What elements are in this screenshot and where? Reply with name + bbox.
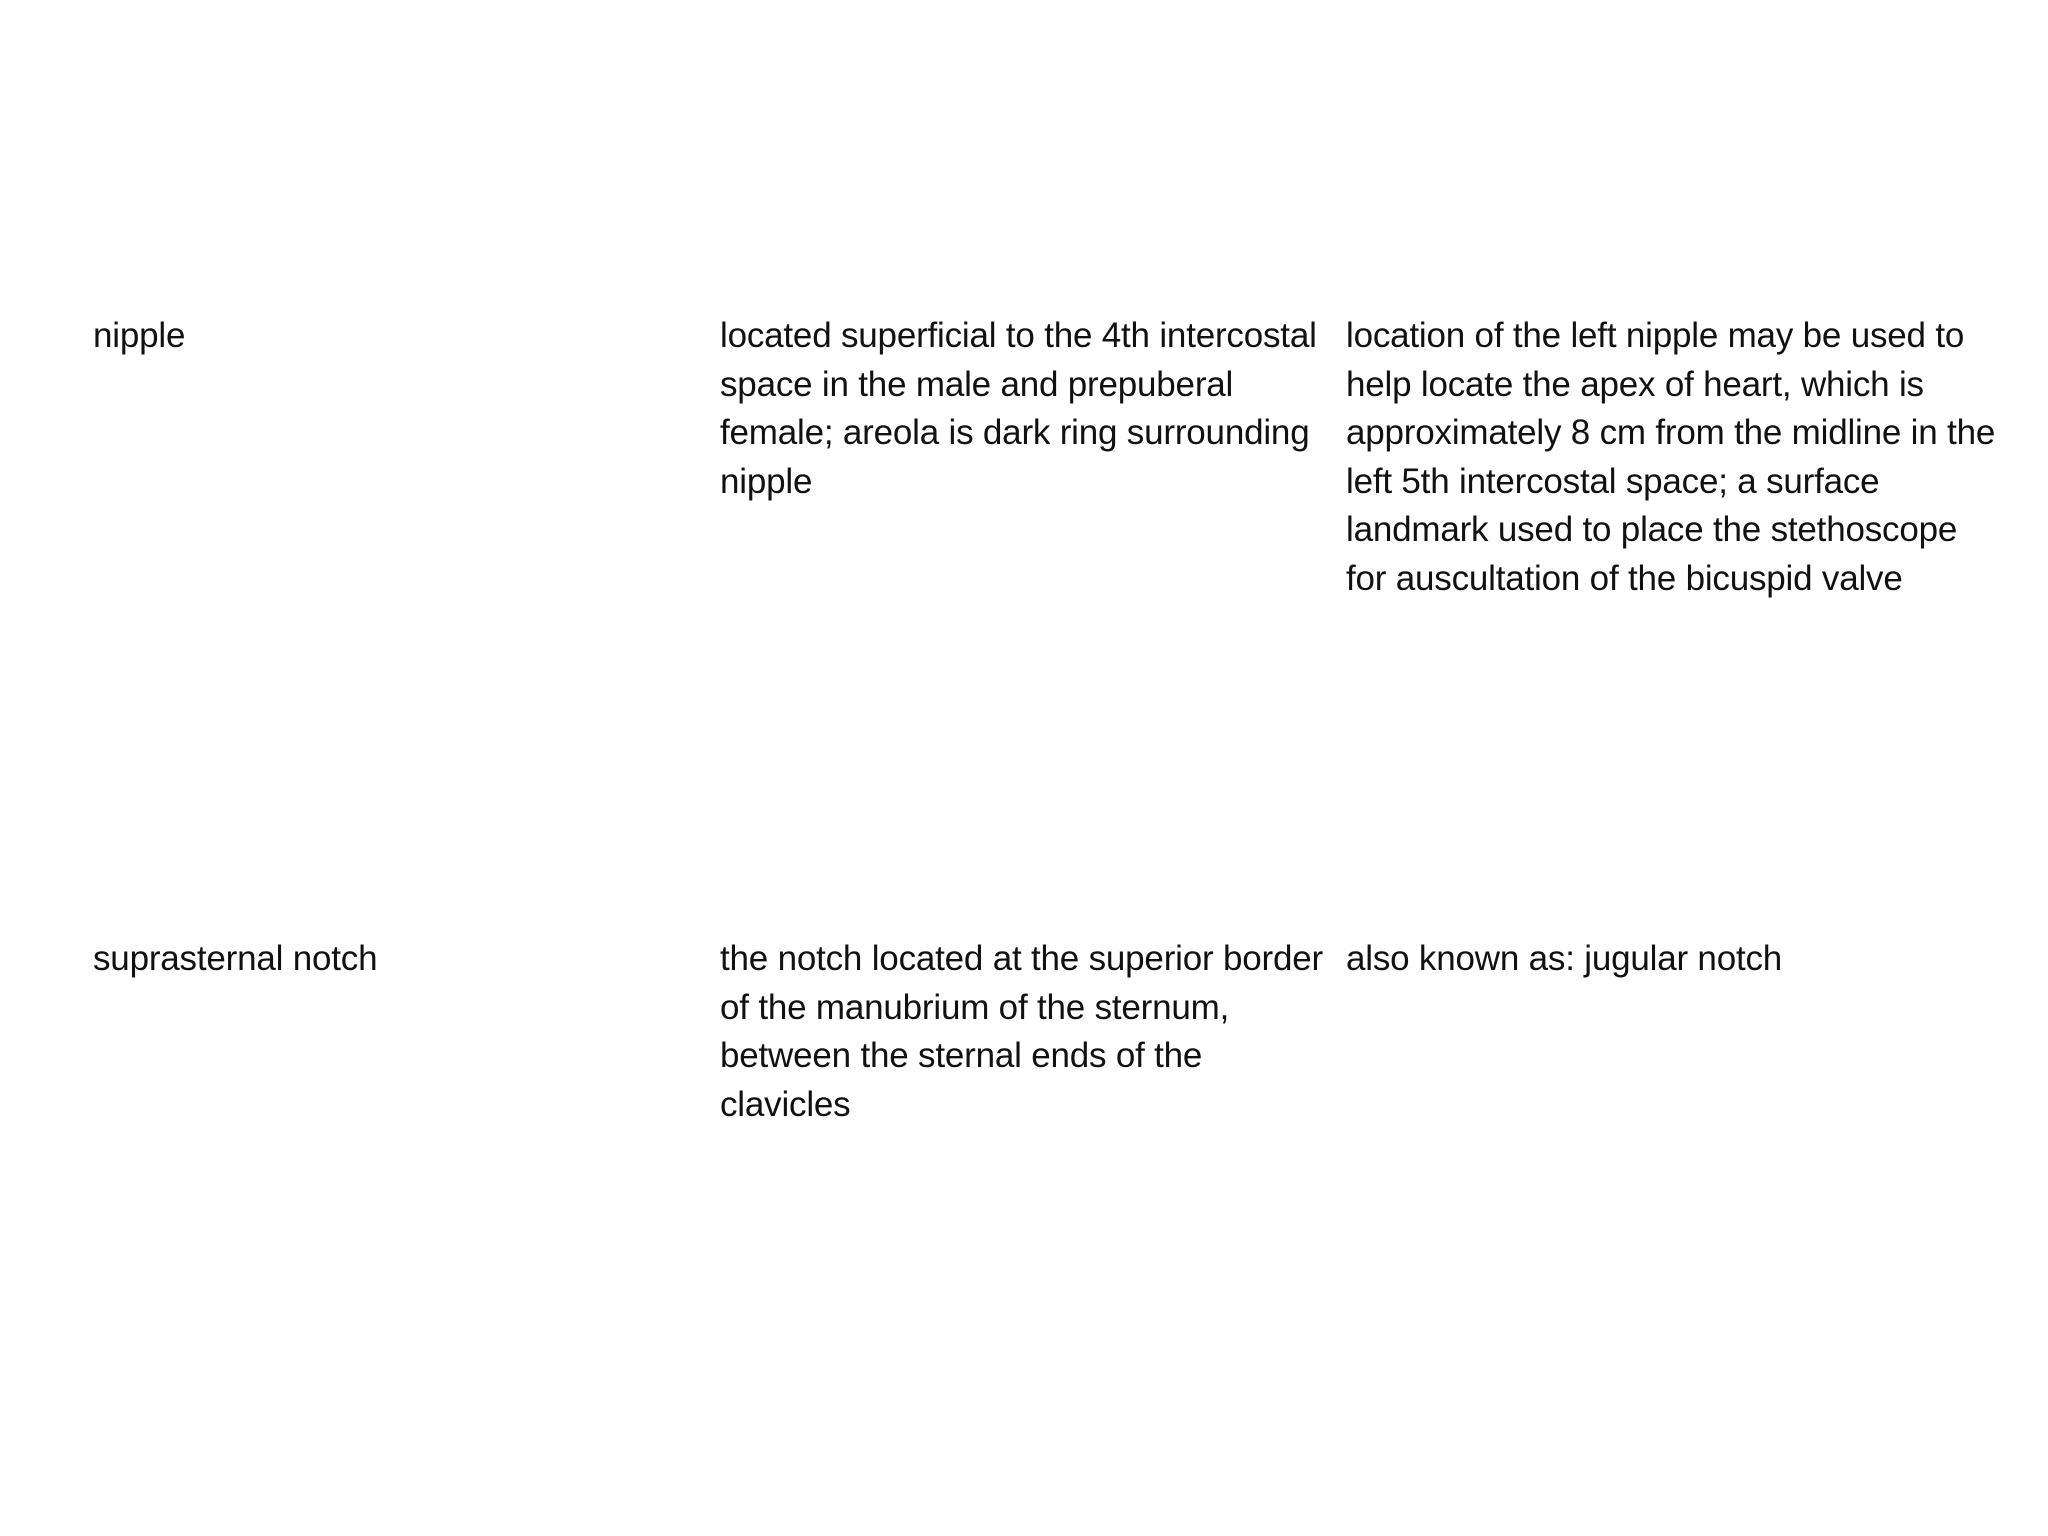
term-cell: suprasternal notch	[93, 939, 378, 978]
term-cell: nipple	[93, 316, 186, 355]
description-cell: the notch located at the superior border of the manubrium of the sternum, between the sternal ends of the clavicles	[720, 939, 1323, 1124]
description-cell: located superficial to the 4th intercostal space in the male and prepuberal female; areola is dark ring surrounding nipple	[720, 316, 1317, 501]
note-cell: also known as: jugular notch	[1346, 939, 1783, 978]
note-cell: location of the left nipple may be used to help locate the apex of heart, which is approximately 8 cm from the midline in the left 5th intercostal space; a surface landmark used to place the stethoscope for auscultation of the bicuspid valve	[1346, 316, 1996, 598]
